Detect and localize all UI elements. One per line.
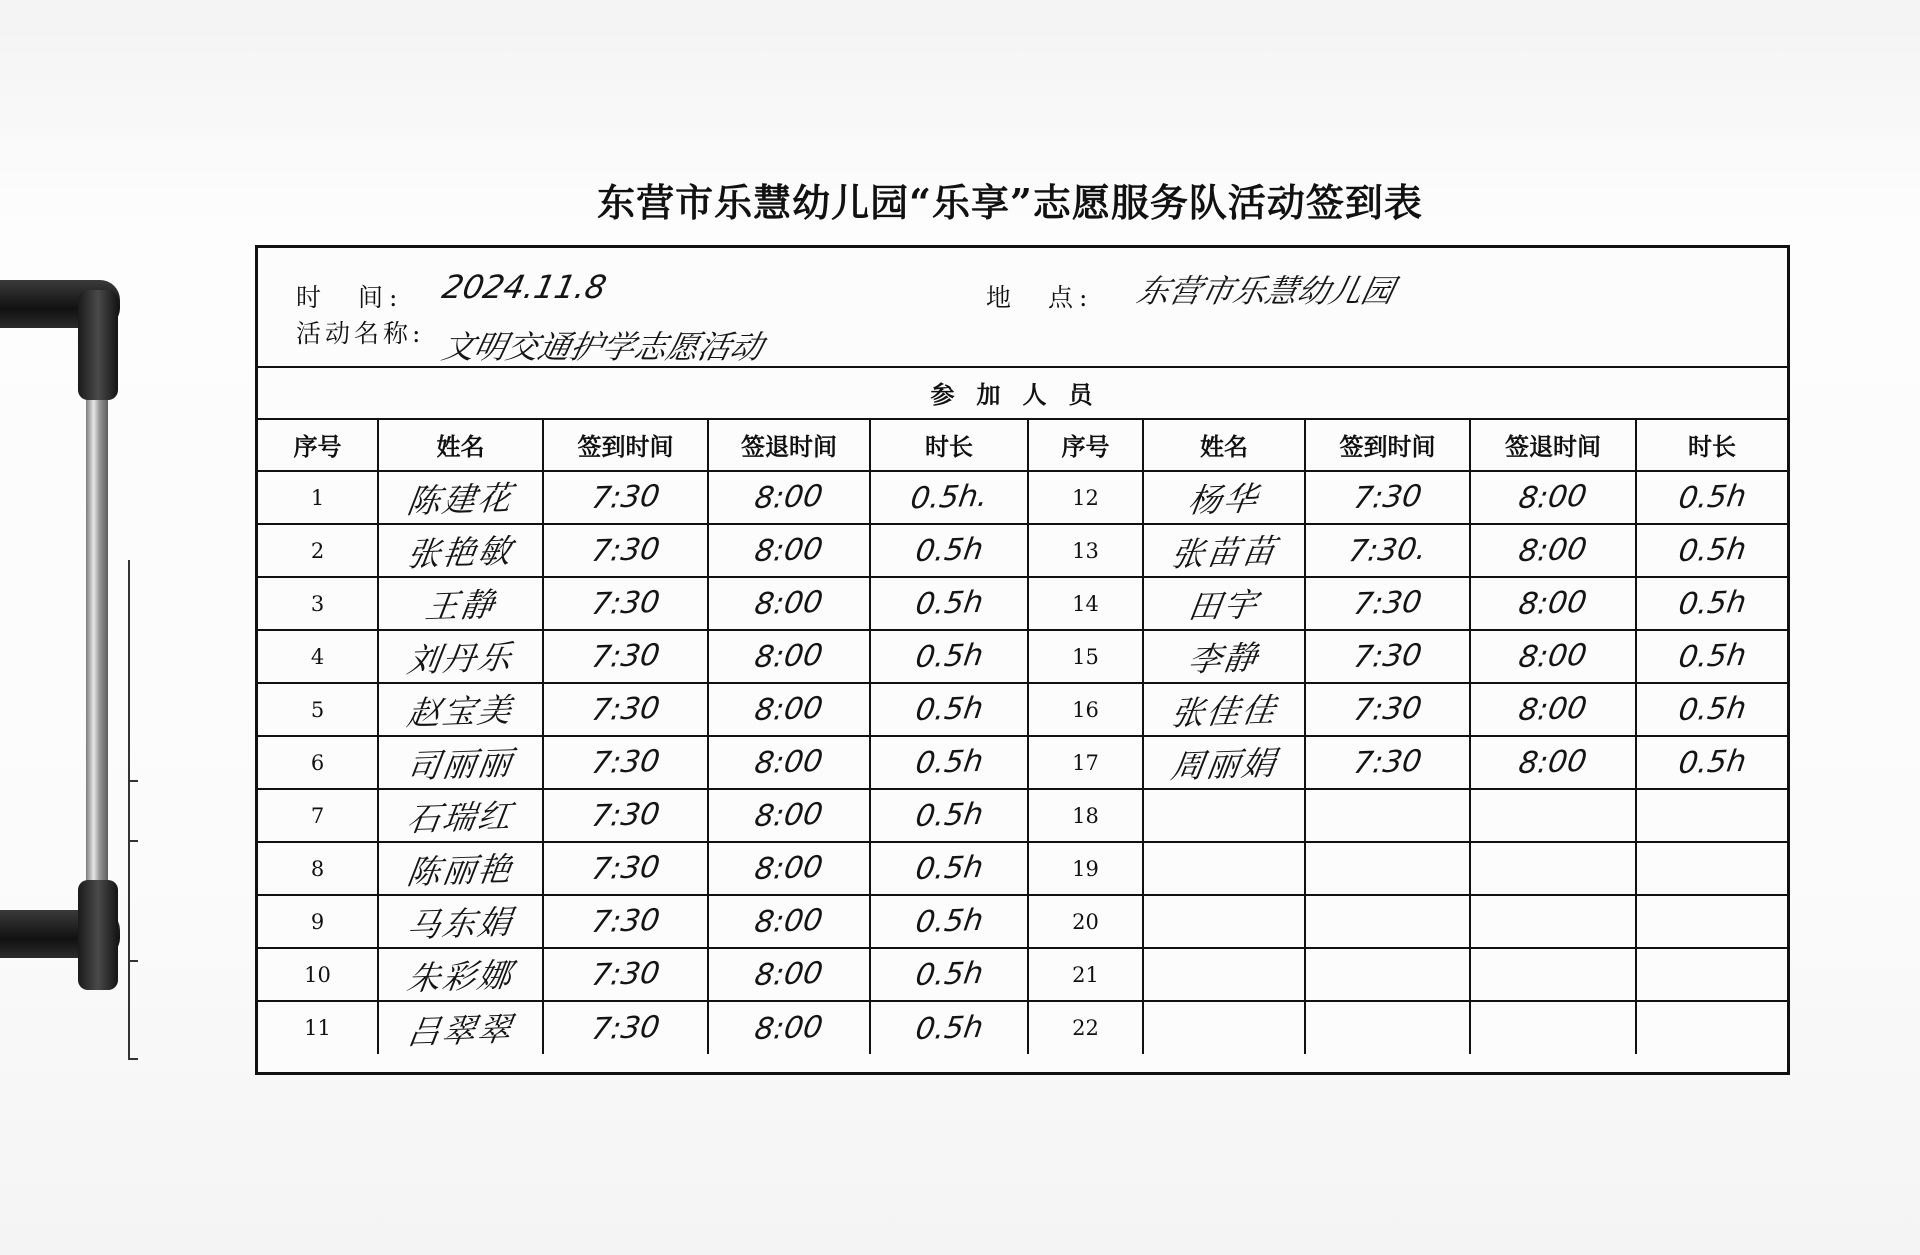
handwritten-entry: 张艳敏 — [404, 531, 516, 574]
handwritten-entry: 8:00 — [1516, 743, 1590, 782]
handwritten-entry: 0.5h — [912, 743, 986, 782]
handwritten-entry: 张佳佳 — [1168, 690, 1280, 733]
handwritten-entry: 陈丽艳 — [404, 849, 516, 892]
handwritten-entry: 8:00 — [752, 690, 826, 729]
row-number: 20 — [1028, 895, 1143, 948]
signature-cell — [1143, 1001, 1305, 1054]
sign-in-time — [1305, 895, 1470, 948]
duration-cell — [1636, 948, 1787, 1001]
edge-tick — [128, 840, 138, 842]
activity-info — [258, 248, 1787, 368]
handwritten-entry: 7:30 — [589, 849, 662, 888]
row-number: 15 — [1028, 630, 1143, 683]
table-row — [258, 471, 1787, 524]
handwritten-entry: 8:00 — [752, 531, 826, 570]
table-row — [258, 524, 1787, 577]
handwritten-entry: 吕翠翠 — [404, 1008, 516, 1052]
sign-in-time — [1305, 1001, 1470, 1054]
sign-out-time — [708, 577, 870, 630]
handwritten-entry: 0.5h — [1675, 690, 1749, 729]
column-header-in-left: 签到时间 — [543, 418, 708, 471]
handwritten-entry: 8:00 — [752, 584, 826, 623]
duration-cell — [870, 789, 1028, 842]
duration-cell — [1636, 630, 1787, 683]
time-label: 时 间: — [296, 283, 404, 312]
duration-cell — [1636, 842, 1787, 895]
edge-tick — [128, 960, 138, 962]
edge-tick — [128, 780, 138, 782]
table-row — [258, 842, 1787, 895]
sign-out-time — [1470, 471, 1636, 524]
sign-in-sheet — [255, 245, 1790, 1075]
handwritten-entry: 李静 — [1185, 637, 1262, 680]
handwritten-entry: 7:30 — [589, 1009, 662, 1047]
row-number: 6 — [258, 736, 378, 789]
handwritten-entry: 杨华 — [1185, 478, 1262, 521]
handwritten-entry: 8:00 — [752, 1009, 826, 1047]
handwritten-entry: 石瑞红 — [404, 796, 516, 839]
handwritten-entry: 7:30 — [589, 531, 662, 570]
column-header-no-right: 序号 — [1028, 418, 1143, 471]
handwritten-entry: 7:30 — [1351, 478, 1424, 517]
row-number: 22 — [1028, 1001, 1143, 1054]
column-header-out-right: 签退时间 — [1470, 418, 1636, 471]
sign-out-time — [1470, 1001, 1636, 1054]
signature-cell — [1143, 683, 1305, 736]
handwritten-entry: 7:30 — [589, 584, 662, 623]
duration-cell — [1636, 471, 1787, 524]
handwritten-entry: 7:30 — [589, 478, 662, 517]
row-number: 10 — [258, 948, 378, 1001]
row-number: 18 — [1028, 789, 1143, 842]
signature-cell — [1143, 471, 1305, 524]
handwritten-entry: 0.5h — [1675, 637, 1749, 676]
handwritten-entry: 8:00 — [1516, 478, 1590, 517]
sign-out-time — [1470, 524, 1636, 577]
row-number: 21 — [1028, 948, 1143, 1001]
sign-out-time — [1470, 789, 1636, 842]
sign-in-time — [543, 471, 708, 524]
handwritten-entry: 8:00 — [1516, 584, 1590, 623]
sign-out-time — [1470, 842, 1636, 895]
handwritten-entry: 7:30 — [589, 743, 662, 782]
handwritten-entry: 7:30 — [1351, 637, 1424, 676]
signature-cell — [1143, 948, 1305, 1001]
activity-value: 文明交通护学志愿活动 — [438, 328, 767, 366]
row-number: 13 — [1028, 524, 1143, 577]
binder-post-top — [78, 290, 118, 400]
handwritten-entry: 0.5h — [912, 584, 986, 623]
table-row — [258, 630, 1787, 683]
handwritten-entry: 0.5h — [912, 690, 986, 729]
time-value: 2024.11.8 — [438, 268, 610, 306]
column-header-out-left: 签退时间 — [708, 418, 870, 471]
place-label: 地 点: — [986, 283, 1094, 312]
row-number: 7 — [258, 789, 378, 842]
duration-cell — [1636, 577, 1787, 630]
sign-in-time — [543, 683, 708, 736]
column-header-dur-right: 时长 — [1636, 418, 1787, 471]
place-value: 东营市乐慧幼儿园 — [1133, 272, 1398, 310]
handwritten-entry: 0.5h — [1675, 584, 1749, 623]
sign-in-time — [1305, 524, 1470, 577]
handwritten-entry: 7:30 — [589, 902, 662, 941]
handwritten-entry: 0.5h — [912, 796, 986, 835]
sign-in-time — [543, 842, 708, 895]
handwritten-entry: 8:00 — [1516, 531, 1590, 570]
table-row — [258, 895, 1787, 948]
row-number: 14 — [1028, 577, 1143, 630]
handwritten-entry: 王静 — [422, 584, 499, 627]
duration-cell — [870, 948, 1028, 1001]
signature-cell — [1143, 524, 1305, 577]
table-row — [258, 736, 1787, 789]
handwritten-entry: 0.5h — [912, 637, 986, 676]
handwritten-entry: 刘丹乐 — [404, 637, 516, 680]
duration-cell — [1636, 736, 1787, 789]
column-header-dur-left: 时长 — [870, 418, 1028, 471]
handwritten-entry: 陈建花 — [404, 478, 516, 521]
handwritten-entry: 8:00 — [752, 637, 826, 676]
handwritten-entry: 0.5h — [1675, 531, 1749, 570]
duration-cell — [1636, 524, 1787, 577]
clipboard-edge — [128, 560, 130, 1060]
row-number: 3 — [258, 577, 378, 630]
sign-out-time — [708, 630, 870, 683]
row-number: 2 — [258, 524, 378, 577]
table-row — [258, 1001, 1787, 1054]
row-number: 9 — [258, 895, 378, 948]
duration-cell — [870, 842, 1028, 895]
handwritten-entry: 0.5h — [912, 849, 986, 888]
handwritten-entry: 0.5h — [912, 902, 986, 941]
handwritten-entry: 8:00 — [752, 478, 826, 517]
sign-in-time — [543, 524, 708, 577]
handwritten-entry: 0.5h — [1675, 743, 1749, 782]
signature-cell — [378, 736, 543, 789]
signature-cell — [378, 524, 543, 577]
sign-out-time — [708, 842, 870, 895]
column-header-in-right: 签到时间 — [1305, 418, 1470, 471]
handwritten-entry: 周丽娟 — [1168, 743, 1280, 786]
table-row — [258, 577, 1787, 630]
handwritten-entry: 7:30 — [589, 955, 662, 994]
sign-in-time — [543, 630, 708, 683]
signature-cell — [1143, 736, 1305, 789]
handwritten-entry: 马东娟 — [404, 902, 516, 945]
sign-out-time — [708, 789, 870, 842]
duration-cell — [870, 577, 1028, 630]
row-number: 16 — [1028, 683, 1143, 736]
duration-cell — [870, 1001, 1028, 1054]
handwritten-entry: 司丽丽 — [404, 743, 516, 786]
handwritten-entry: 田宇 — [1185, 584, 1262, 627]
sign-in-time — [1305, 789, 1470, 842]
duration-cell — [870, 683, 1028, 736]
handwritten-entry: 7:30. — [1346, 531, 1429, 570]
sign-in-time — [1305, 948, 1470, 1001]
column-header-name-right: 姓名 — [1143, 418, 1305, 471]
handwritten-entry: 0.5h — [912, 531, 986, 570]
sign-out-time — [708, 895, 870, 948]
signature-cell — [1143, 895, 1305, 948]
sign-in-time — [543, 577, 708, 630]
handwritten-entry: 8:00 — [752, 955, 826, 994]
table-header — [258, 418, 1787, 471]
handwritten-entry: 8:00 — [1516, 637, 1590, 676]
signature-cell — [378, 789, 543, 842]
handwritten-entry: 8:00 — [752, 849, 826, 888]
sign-in-time — [1305, 471, 1470, 524]
duration-cell — [870, 630, 1028, 683]
duration-cell — [1636, 683, 1787, 736]
handwritten-entry: 7:30 — [1351, 690, 1424, 729]
signature-cell — [378, 630, 543, 683]
sign-in-time — [1305, 630, 1470, 683]
sign-out-time — [708, 524, 870, 577]
sign-out-time — [708, 683, 870, 736]
signature-cell — [378, 948, 543, 1001]
duration-cell — [870, 736, 1028, 789]
sign-out-time — [1470, 683, 1636, 736]
column-header-no-left: 序号 — [258, 418, 378, 471]
sign-in-time — [543, 789, 708, 842]
table-row — [258, 948, 1787, 1001]
table-body — [258, 471, 1787, 1054]
signature-cell — [1143, 577, 1305, 630]
duration-cell — [870, 524, 1028, 577]
row-number: 19 — [1028, 842, 1143, 895]
row-number: 17 — [1028, 736, 1143, 789]
handwritten-entry: 8:00 — [752, 743, 826, 782]
handwritten-entry: 7:30 — [589, 796, 662, 835]
row-number: 12 — [1028, 471, 1143, 524]
column-header-name-left: 姓名 — [378, 418, 543, 471]
handwritten-entry: 7:30 — [589, 637, 662, 676]
handwritten-entry: 8:00 — [1516, 690, 1590, 729]
duration-cell — [1636, 789, 1787, 842]
row-number: 1 — [258, 471, 378, 524]
table-row — [258, 789, 1787, 842]
handwritten-entry: 8:00 — [752, 902, 826, 941]
binder-clip — [0, 270, 140, 990]
sign-in-time — [1305, 736, 1470, 789]
signature-cell — [378, 683, 543, 736]
sign-out-time — [1470, 895, 1636, 948]
activity-label: 活动名称: — [296, 319, 425, 348]
sign-out-time — [1470, 948, 1636, 1001]
binder-rod — [86, 340, 108, 900]
handwritten-entry: 8:00 — [752, 796, 826, 835]
table-row — [258, 683, 1787, 736]
sign-in-time — [1305, 683, 1470, 736]
sign-in-time — [1305, 842, 1470, 895]
handwritten-entry: 0.5h — [912, 955, 986, 994]
document-title: 东营市乐慧幼儿园“乐享”志愿服务队活动签到表 — [597, 180, 1423, 225]
row-number: 8 — [258, 842, 378, 895]
sign-out-time — [708, 736, 870, 789]
signature-cell — [378, 895, 543, 948]
signature-cell — [1143, 789, 1305, 842]
sign-in-time — [543, 736, 708, 789]
signature-cell — [378, 1001, 543, 1054]
handwritten-entry: 7:30 — [1351, 584, 1424, 623]
duration-cell — [1636, 895, 1787, 948]
edge-tick — [128, 1058, 138, 1060]
signature-cell — [1143, 842, 1305, 895]
duration-cell — [870, 895, 1028, 948]
binder-post-bottom — [78, 880, 118, 990]
sign-in-time — [543, 895, 708, 948]
handwritten-entry: 赵宝美 — [404, 690, 516, 733]
row-number: 11 — [258, 1001, 378, 1054]
handwritten-entry: 0.5h — [912, 1009, 986, 1047]
sign-out-time — [708, 471, 870, 524]
signature-cell — [1143, 630, 1305, 683]
row-number: 4 — [258, 630, 378, 683]
duration-cell — [1636, 1001, 1787, 1054]
sign-out-time — [708, 1001, 870, 1054]
signature-cell — [378, 842, 543, 895]
sign-in-time — [543, 1001, 708, 1054]
sign-out-time — [708, 948, 870, 1001]
handwritten-entry: 张苗苗 — [1168, 531, 1280, 574]
signature-cell — [378, 471, 543, 524]
handwritten-entry: 7:30 — [1351, 743, 1424, 782]
duration-cell — [870, 471, 1028, 524]
sign-out-time — [1470, 736, 1636, 789]
row-number: 5 — [258, 683, 378, 736]
sign-in-time — [1305, 577, 1470, 630]
section-title: 参加人员 — [258, 366, 1787, 420]
attendance-table — [258, 418, 1787, 1054]
handwritten-entry: 0.5h — [1675, 478, 1749, 517]
sign-in-time — [543, 948, 708, 1001]
sign-out-time — [1470, 577, 1636, 630]
handwritten-entry: 朱彩娜 — [404, 955, 516, 998]
sign-out-time — [1470, 630, 1636, 683]
handwritten-entry: 0.5h. — [908, 478, 990, 517]
handwritten-entry: 7:30 — [589, 690, 662, 729]
signature-cell — [378, 577, 543, 630]
